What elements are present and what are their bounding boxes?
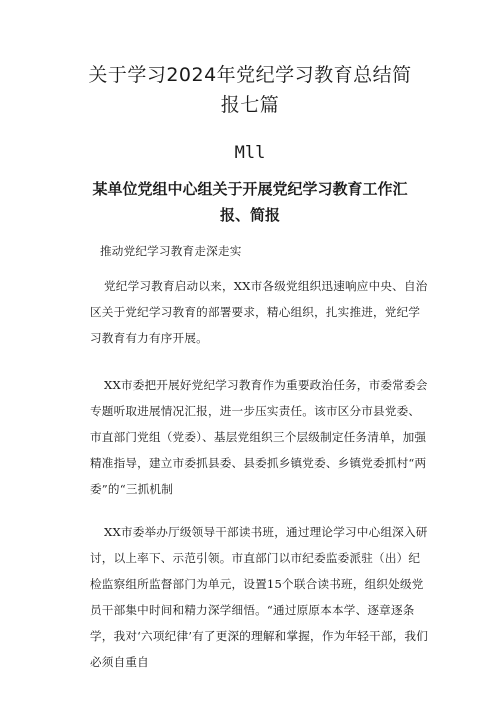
paragraph-2: XX市委把开展好党纪学习教育作为重要政治任务，市委常委会专题听取进展情况汇报，进一步压实责任。该市区分市县党委、市直部门党组（党委）、基层党组织三个层级制定任务清单，加强精准指导，建立市委抓县委、县委抓乡镇党委、乡镇党委抓村“两委”的“三抓机制 <box>90 378 428 496</box>
lead-heading: 推动党纪学习教育走深走实 <box>100 244 242 258</box>
document-title: 关于学习2024年党纪学习教育总结简报七篇 <box>88 64 412 116</box>
document-code-line: Mll <box>234 143 266 163</box>
paragraph-1: 党纪学习教育启动以来，XX市各级党组织迅速响应中央、自治区关于党纪学习教育的部署要求，精心组织，扎实推进，党纪学习教育有力有序开展。 <box>90 279 428 345</box>
paragraph-3: XX市委举办厅级领导干部读书班，通过理论学习中心组深入研讨，以上率下、示范引领。市直部门以市纪委监委派驻（出）纪检监察组所监督部门为单元，设置15个联合读书班，组织处级党员干部集中时间和精力深学细悟。“通过原原本本学、逐章逐条学，我对‘六项纪律’有了更深的理解和掌握，作为年轻干部，我们必须自重自 <box>90 525 428 669</box>
document-subtitle: 某单位党组中心组关于开展党纪学习教育工作汇报、简报 <box>92 180 408 224</box>
